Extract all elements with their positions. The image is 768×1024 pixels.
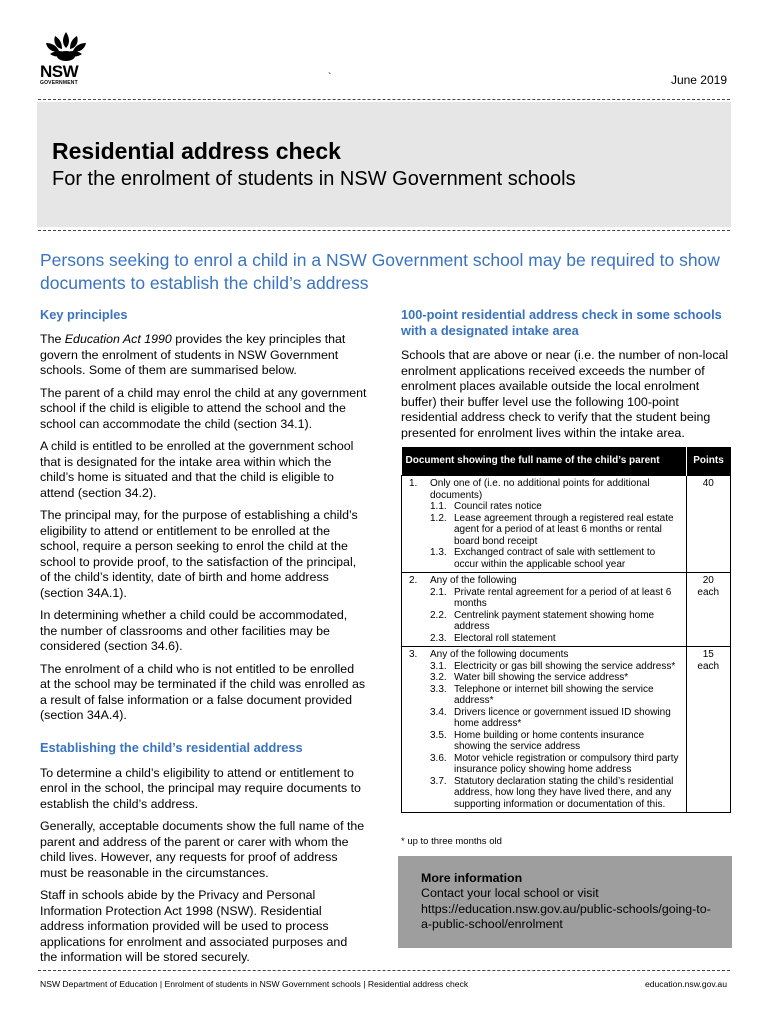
item-text: Motor vehicle registration or compulsory third party insurance policy showing home address [454,752,679,775]
header-divider [38,99,730,100]
table-header-row [402,447,731,476]
item-number: 3.6. [430,752,447,764]
table-row [402,476,731,573]
group-text: Any of the following [430,575,517,586]
points-cell [686,573,731,647]
heading-100-point-check: 100-point residential address check in some schools with a designated intake area [401,307,722,338]
list-item [430,730,682,753]
points-qualifier: each [697,586,720,598]
more-information-title: More information [421,871,523,885]
item-number: 3.4. [430,706,447,718]
nsw-government-logo [40,30,92,88]
list-item [430,684,682,707]
paragraph: Schools that are above or near (i.e. the number of non-local enrolment applications received exceeds the number of enrolment places available outside the local enrolment buffer) their buffer level use the following 100-point residential address check to verify that the student being presented for enrolment lives within the intake area. [401,348,729,440]
list-item [430,501,682,513]
item-text: Council rates notice [454,501,542,512]
list-item [430,633,682,645]
item-number: 1.1. [430,501,447,512]
right-column [401,307,731,448]
item-number: 1.3. [430,547,447,558]
paragraph-education-act: The Education Act 1990 provides the key principles that govern the enrolment of students in NSW Government schools. Some of them are summarised below. [40,332,346,377]
group-number: 1. [409,478,418,489]
logo-nsw-text: NSW [40,62,79,81]
item-text: Drivers licence or government issued ID showing home address* [454,706,671,729]
logo-government-text: GOVERNMENT [40,80,78,86]
item-number: 3.1. [430,660,447,672]
stray-mark: ` [328,72,332,83]
list-item [430,672,682,684]
item-number: 3.2. [430,672,447,683]
group-label [406,575,682,587]
item-text: Centrelink payment statement showing home address [454,609,655,632]
paragraph: Generally, acceptable documents show the full name of the parent and address of the parent or carer with whom the child lives. However, any requests for proof of address must be reasonable in the circumstances. [40,819,365,880]
paragraph: Staff in schools abide by the Privacy and Personal Information Protection Act 1998 (NSW). Residential address information provided will be used to process applications for enrolment and associated purposes and the information will be stored securely. [40,888,348,964]
item-text: Telephone or internet bill showing the service address* [454,683,654,706]
item-number: 2.2. [430,609,447,621]
heading-establishing-address: Establishing the child’s residential address [40,739,303,755]
item-number: 3.5. [430,729,447,741]
item-text: Electricity or gas bill showing the service address* [454,660,676,672]
waratah-icon [40,30,92,64]
item-number: 3.3. [430,683,447,695]
item-text: Statutory declaration stating the child’s residential address, how long they have lived there, and any supporting information or documentation of this. [454,775,674,810]
left-column [40,307,367,973]
paragraph: In determining whether a child could be accommodated, the number of classrooms and other facilities may be considered (section 34.6). [40,608,348,653]
paragraph: To determine a child’s eligibility to attend or entitlement to enrol in the school, the principal may require documents to establish the child’s address. [40,765,361,811]
paragraph: A child is entitled to be enrolled at the government school that is designated for the intake area within which the child’s home is situated and that the child is eligible to attend (section 34.2). [40,439,354,500]
group-label [406,649,682,661]
heading-key-principles: Key principles [40,307,128,322]
group-text: Only one of (i.e. no additional points for additional documents) [430,478,650,501]
group-text: Any of the following documents [430,649,569,660]
document-cell [402,647,687,813]
column-header-document: Document showing the full name of the child’s parent [402,447,687,476]
item-text: Exchanged contract of sale with settlement to occur within the applicable school year [454,547,656,570]
paragraph: The principal may, for the purpose of establishing a child’s eligibility to attend or entitlement to be enrolled at the school, require a person seeking to enrol the child at the school to provide proof, to the satisfaction of the principal, of the child’s identity, date of birth and home address (section 34A.1). [40,508,358,600]
more-information-box [398,856,732,948]
footer-breadcrumb: NSW Department of Education | Enrolment of students in NSW Government schools | Residential address check [40,979,469,989]
points-value: 40 [702,478,714,489]
footer-website: education.nsw.gov.au [644,979,727,989]
list-item [430,513,682,548]
column-header-points: Points [686,447,731,476]
item-number: 3.7. [430,775,447,787]
list-item [430,547,682,570]
list-item [430,661,682,673]
lead-statement: Persons seeking to enrol a child in a NSW Government school may be required to show documents to establish the child’s address [40,250,720,293]
item-text: Lease agreement through a registered real estate agent for a period of at least 6 months or rental board bond receipt [454,512,674,547]
item-text: Private rental agreement for a period of at least 6 months [454,586,672,609]
item-text: Water bill showing the service address* [454,672,629,683]
paragraph: The parent of a child may enrol the child at any government school if the child is eligible to attend the school and the school can accommodate the child (section 34.1). [40,385,367,431]
list-item [430,753,682,776]
paragraph: The enrolment of a child who is not entitled to be enrolled at the school may be terminated if the child was enrolled as a result of false information or a false document provided (section 34A.4). [40,661,366,722]
table-body [402,476,731,813]
group-number: 2. [409,575,418,586]
page-title: Residential address check [52,138,341,164]
item-text: Electoral roll statement [454,632,556,644]
item-number: 2.3. [430,632,447,644]
document-cell [402,573,687,647]
points-cell [686,476,731,573]
item-number: 2.1. [430,586,447,598]
list-item [430,610,682,633]
list-item [430,587,682,610]
table-row [402,573,731,647]
table-footnote: * up to three months old [401,836,502,847]
list-item [430,776,682,811]
footer-divider [38,970,730,971]
table-row [402,647,731,813]
points-cell [686,647,731,813]
item-number: 1.2. [430,512,447,524]
documents-table [401,447,731,813]
group-label [406,478,682,501]
banner-divider [38,230,730,231]
publication-date: June 2019 [670,73,727,87]
points-value: 20 [702,575,714,586]
document-cell [402,476,687,573]
group-number: 3. [409,649,418,660]
page-subtitle: For the enrolment of students in NSW Government schools [52,168,576,190]
act-name: Education Act 1990 [64,332,172,346]
list-item [430,707,682,730]
item-text: Home building or home contents insurance showing the service address [454,729,645,752]
points-qualifier: each [697,660,720,672]
points-value: 15 [702,649,714,660]
more-information-text: Contact your local school or visit https://education.nsw.gov.au/public-schools/going-to-a-public-school/enrolment [421,886,711,931]
